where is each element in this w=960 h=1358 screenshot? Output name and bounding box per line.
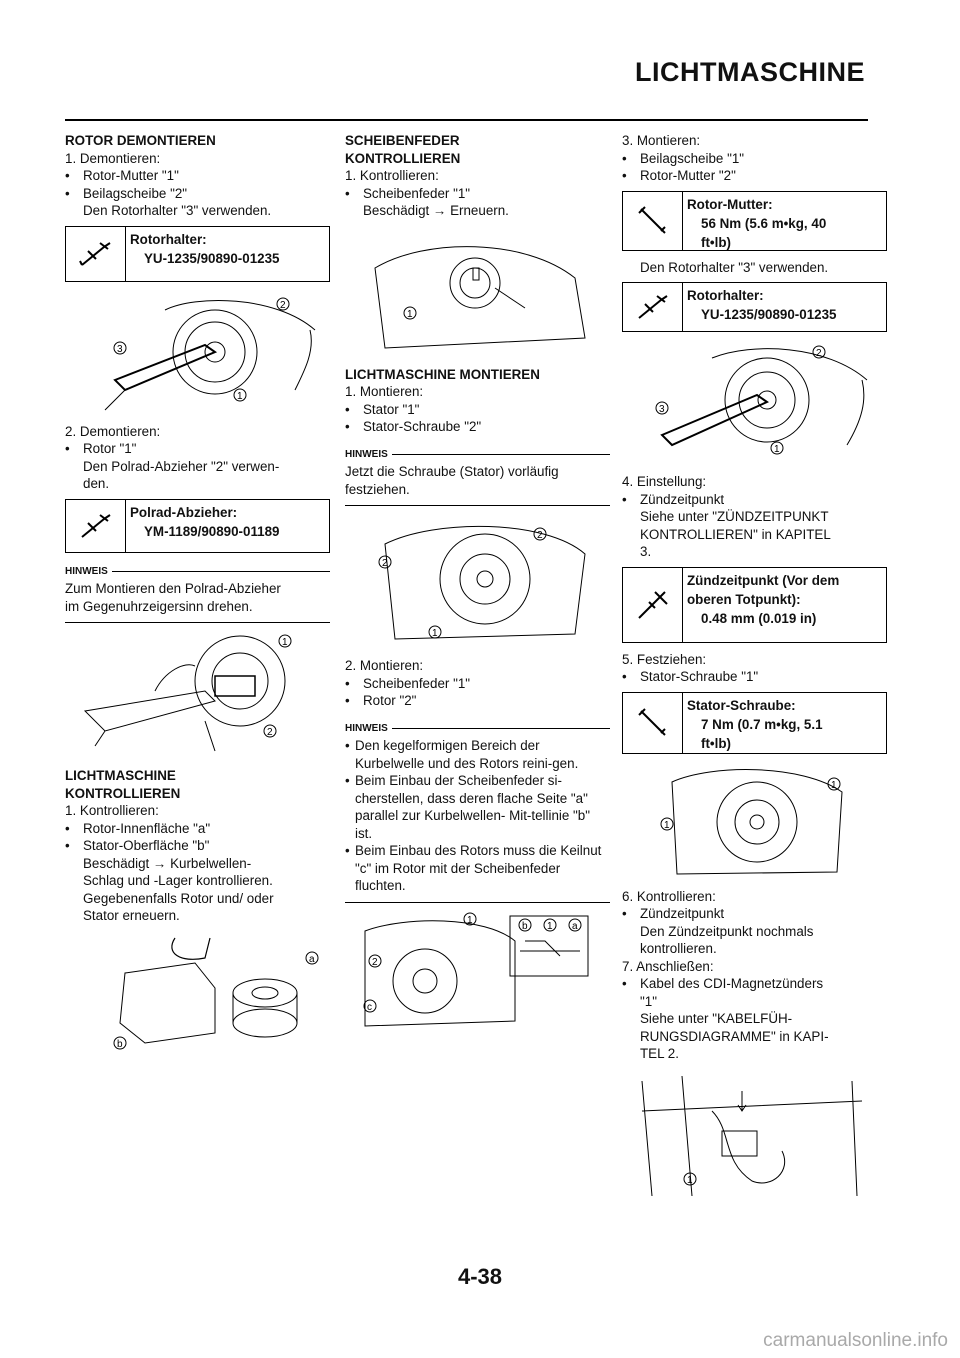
- instruction: Beschädigt → Kurbelwellen-: [83, 855, 252, 871]
- step: 4. Einstellung:: [622, 474, 707, 489]
- instruction: Den Zündzeitpunkt nochmals: [640, 923, 814, 939]
- section-title: KONTROLLIEREN: [345, 150, 461, 166]
- figure-cdi-cable: [622, 1071, 887, 1201]
- step: 1. Kontrollieren:: [345, 168, 439, 183]
- callout: 2: [372, 956, 378, 968]
- bullet: • Scheibenfeder "1": [345, 185, 610, 203]
- callout: 2: [537, 530, 543, 541]
- bullet: • Zündzeitpunkt: [622, 905, 887, 923]
- torque-wrench-icon: [623, 192, 683, 250]
- instruction: RUNGSDIAGRAMME" in KAPI-: [640, 1028, 829, 1044]
- instruction: Schlag und -Lager kontrollieren.: [83, 873, 273, 888]
- hinweis-text: Zum Montieren den Polrad-Abzieher: [65, 581, 281, 596]
- section-title: SCHEIBENFEDER: [345, 133, 460, 148]
- header-rule: [65, 119, 868, 121]
- callout: 1: [282, 637, 288, 648]
- hinweis-bullet: • Den kegelformigen Bereich der Kurbelwelle und des Rotors reini-gen.: [345, 737, 610, 772]
- step: 2. Demontieren:: [65, 423, 161, 439]
- callout: 1: [467, 914, 473, 926]
- callout: 1: [774, 444, 780, 455]
- spec-label: Rotor-Mutter:: [687, 196, 773, 212]
- column-1: [65, 132, 330, 1071]
- spec-value: ft•lb): [701, 735, 731, 751]
- bullet: • Rotor "1": [65, 440, 330, 458]
- bullet: • Beilagscheibe "2": [65, 185, 330, 203]
- bullet: • Rotor "2": [345, 692, 610, 710]
- section-title: LICHTMASCHINE MONTIEREN: [345, 366, 540, 382]
- hinweis-text: im Gegenuhrzeigersinn drehen.: [65, 598, 253, 614]
- bullet: • Kabel des CDI-Magnetzünders: [622, 975, 887, 993]
- caliper-icon: [623, 568, 683, 642]
- step: 5. Festziehen:: [622, 651, 707, 667]
- callout: a: [572, 920, 578, 932]
- bullet: • Rotor-Mutter "2": [622, 167, 887, 185]
- spec-value: ft•lb): [701, 234, 731, 250]
- figure-rotor-install: [345, 911, 610, 1031]
- instruction: "1": [640, 993, 657, 1009]
- bullet: • Rotor-Innenfläche "a": [65, 820, 330, 838]
- step: 1. Montieren:: [345, 384, 424, 399]
- hinweis-bullet: • Beim Einbau des Rotors muss die Keilnut "c" im Rotor mit der Scheibenfeder fluchten.: [345, 842, 610, 895]
- spec-value: 7 Nm (0.7 m•kg, 5.1: [701, 716, 823, 732]
- instruction: TEL 2.: [640, 1046, 679, 1061]
- hinweis-label: HINWEIS: [345, 448, 388, 460]
- callout: 1: [687, 1174, 693, 1186]
- instruction: Beschädigt → Erneuern.: [363, 203, 509, 218]
- torque-wrench-icon: [623, 693, 683, 753]
- hinweis-text: Jetzt die Schraube (Stator) vorläufig: [345, 464, 559, 479]
- bullet: • Zündzeitpunkt: [622, 491, 887, 509]
- bullet: • Rotor-Mutter "1": [65, 167, 330, 185]
- bullet: • Stator-Schraube "1": [622, 668, 887, 686]
- spec-box-rotorhalter: [65, 226, 330, 282]
- spec-label: Rotorhalter:: [687, 288, 764, 303]
- step: 7. Anschließen:: [622, 958, 714, 974]
- callout: 2: [280, 299, 286, 311]
- callout: 2: [816, 348, 822, 359]
- callout: 3: [117, 343, 123, 355]
- spec-value: 56 Nm (5.6 m•kg, 40: [701, 215, 827, 231]
- hinweis-box: [345, 446, 610, 507]
- page-title: LICHTMASCHINE: [635, 57, 865, 87]
- callout: 1: [432, 628, 438, 639]
- column-2: [345, 132, 610, 1039]
- instruction: Den Rotorhalter "3" verwenden.: [640, 259, 829, 275]
- instruction: Den Polrad-Abzieher "2" verwen-: [83, 458, 280, 474]
- instruction: kontrollieren.: [640, 941, 717, 956]
- step: 1. Demontieren:: [65, 150, 161, 166]
- figure-stator-bolts: [622, 762, 887, 880]
- spec-box-stator-schraube: [622, 692, 887, 754]
- figure-woodruff-key: [345, 228, 610, 358]
- column-3: [622, 132, 887, 1209]
- bullet: • Stator-Oberfläche "b": [65, 837, 330, 855]
- instruction: 3.: [640, 544, 652, 559]
- callout: 1: [237, 390, 243, 402]
- instruction: Stator erneuern.: [83, 908, 180, 923]
- spec-box-polrad-abzieher: [65, 499, 330, 553]
- bullet: • Stator "1": [345, 401, 610, 419]
- spec-label: Polrad-Abzieher:: [130, 504, 238, 520]
- instruction: KONTROLLIEREN" in KAPITEL: [640, 526, 831, 542]
- callout: 1: [407, 308, 413, 320]
- page-number: 4-38: [457, 1264, 503, 1289]
- step: 2. Montieren:: [345, 658, 424, 673]
- figure-rotor-holder: [65, 290, 330, 415]
- spec-value: 0.48 mm (0.019 in): [701, 610, 817, 626]
- instruction: Den Rotorhalter "3" verwenden.: [83, 203, 272, 218]
- hinweis-label: HINWEIS: [345, 722, 388, 734]
- callout: b: [117, 1038, 123, 1050]
- spec-value: YU-1235/90890-01235: [701, 307, 837, 322]
- hinweis-text: festziehen.: [345, 481, 410, 497]
- callout: 2: [382, 558, 388, 569]
- hinweis-box: [65, 563, 330, 624]
- callout: 2: [267, 727, 273, 738]
- instruction: Siehe unter "KABELFÜH-: [640, 1011, 793, 1026]
- callout: a: [309, 953, 315, 965]
- spec-label: oberen Totpunkt):: [687, 591, 801, 607]
- spec-label: Rotorhalter:: [130, 231, 207, 247]
- spec-box-rotor-mutter: [622, 191, 887, 251]
- figure-rotor-holder-2: [622, 340, 887, 465]
- figure-stator-rotor: [65, 933, 330, 1063]
- figure-stator: [345, 514, 610, 649]
- bullet: • Stator-Schraube "2": [345, 418, 610, 436]
- watermark: carmanualsonline.info: [763, 1330, 948, 1351]
- step: 3. Montieren:: [622, 133, 701, 148]
- bullet: • Scheibenfeder "1": [345, 675, 610, 693]
- hinweis-box: [345, 720, 610, 903]
- step: 6. Kontrollieren:: [622, 888, 716, 904]
- hinweis-bullet: • Beim Einbau der Scheibenfeder si-cherstellen, dass deren flache Seite "a" parallel zur Kurbelwellen- Mit-tellinie "b" ist.: [345, 772, 610, 842]
- instruction: Gegebenenfalls Rotor und/ oder: [83, 890, 274, 906]
- spec-box-zuendzeitpunkt: [622, 567, 887, 643]
- callout: 1: [664, 819, 670, 831]
- tool-icon: [623, 283, 683, 331]
- spec-label: Stator-Schraube:: [687, 697, 796, 713]
- callout: c: [367, 1001, 372, 1013]
- tool-icon: [66, 227, 126, 281]
- instruction: Siehe unter "ZÜNDZEITPUNKT: [640, 509, 829, 524]
- bullet: • Beilagscheibe "1": [622, 150, 887, 168]
- callout: 3: [659, 404, 665, 415]
- hinweis-label: HINWEIS: [65, 565, 108, 577]
- callout: b: [522, 920, 528, 932]
- figure-puller: [65, 631, 330, 759]
- spec-value: YU-1235/90890-01235: [144, 250, 280, 266]
- tool-icon: [66, 500, 126, 552]
- callout: 1: [547, 920, 553, 932]
- callout: 1: [831, 779, 837, 791]
- section-title: KONTROLLIEREN: [65, 785, 181, 801]
- section-title: ROTOR DEMONTIEREN: [65, 133, 216, 148]
- spec-value: YM-1189/90890-01189: [144, 523, 280, 539]
- instruction: den.: [83, 476, 110, 491]
- step: 1. Kontrollieren:: [65, 803, 159, 818]
- spec-label: Zündzeitpunkt (Vor dem: [687, 572, 840, 588]
- section-title: LICHTMASCHINE: [65, 768, 176, 783]
- spec-box-rotorhalter-2: [622, 282, 887, 332]
